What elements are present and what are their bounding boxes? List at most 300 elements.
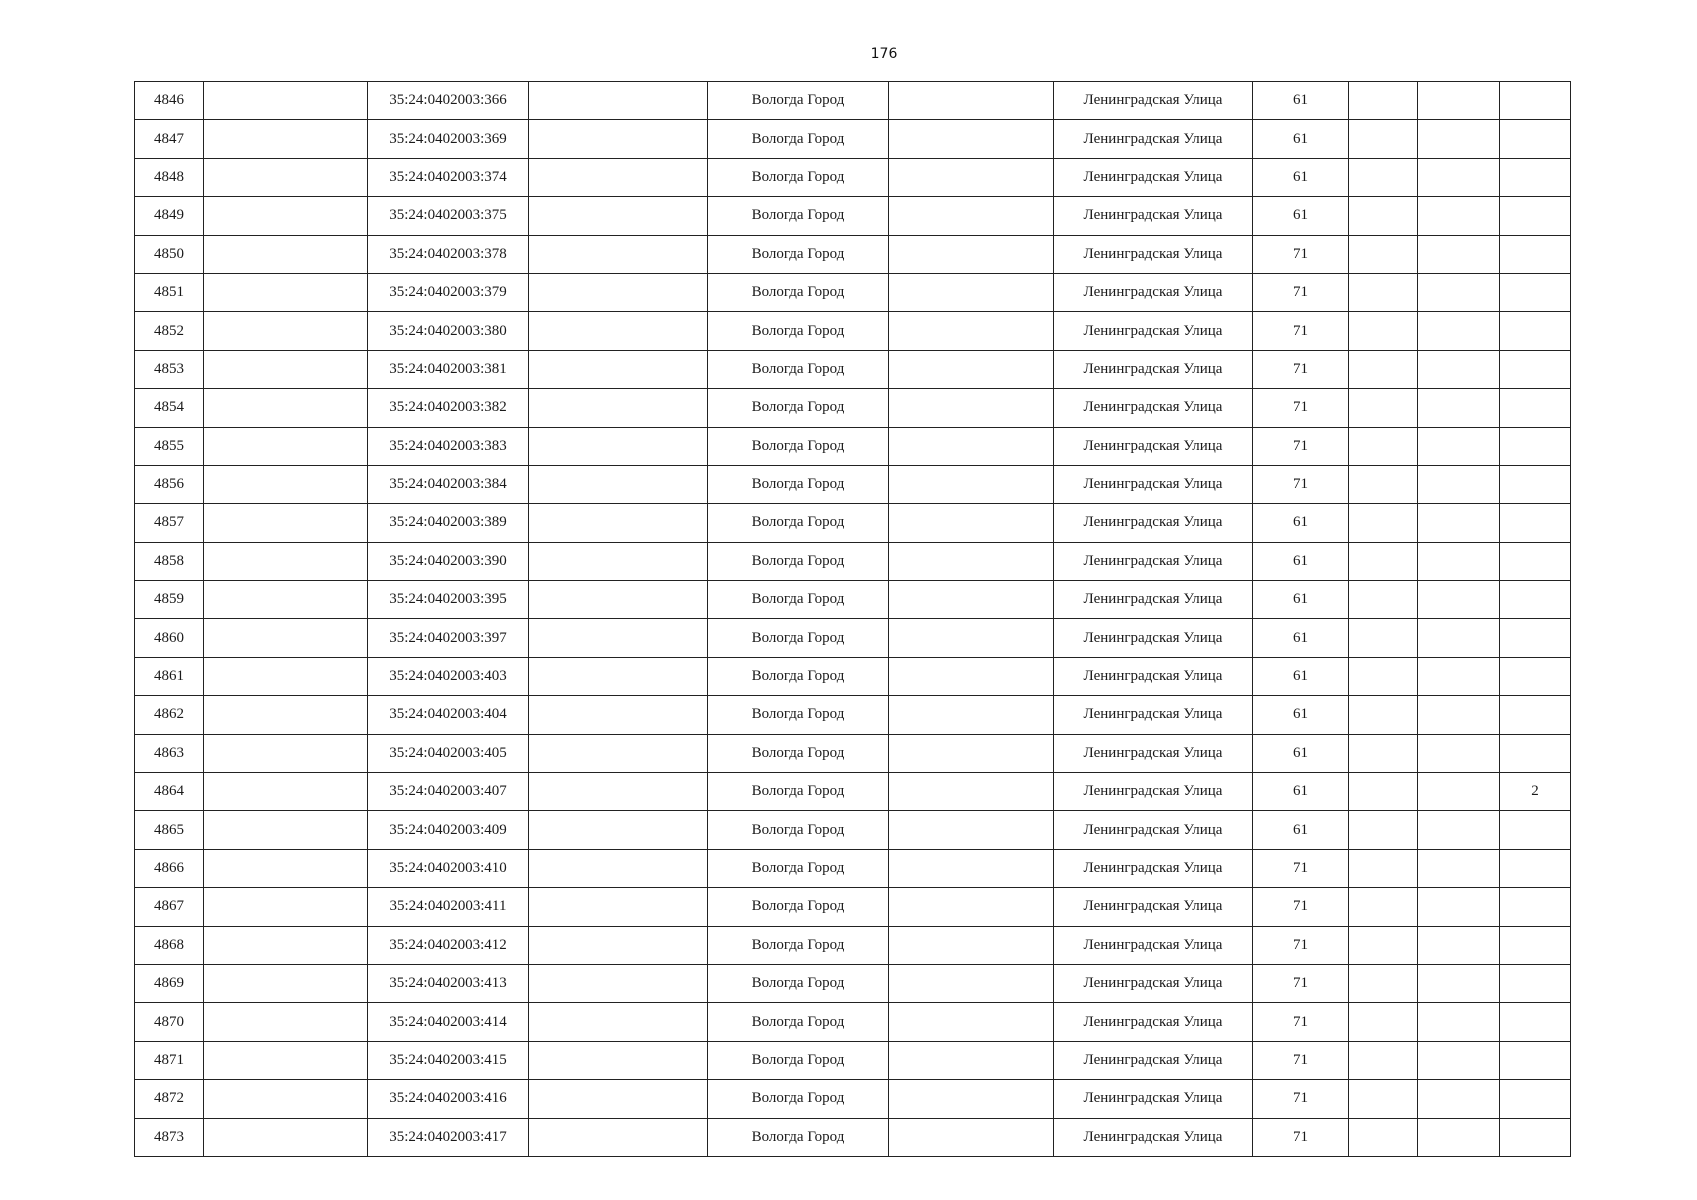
row-number-cell: 4850: [135, 235, 204, 273]
street-cell: Ленинградская Улица: [1054, 235, 1253, 273]
table-row: [135, 1041, 1571, 1079]
empty-cell-b: [204, 581, 368, 619]
extra-value-cell: [1500, 273, 1571, 311]
empty-cell-j: [1418, 1041, 1500, 1079]
street-cell: Ленинградская Улица: [1054, 504, 1253, 542]
cadastral-number-cell: 35:24:0402003:413: [368, 964, 529, 1002]
empty-cell-d: [529, 1041, 708, 1079]
cadastral-number-cell: 35:24:0402003:381: [368, 350, 529, 388]
city-cell: Вологда Город: [708, 1003, 889, 1041]
house-number-cell: 71: [1253, 1003, 1349, 1041]
row-number-cell: 4848: [135, 158, 204, 196]
extra-value-cell: [1500, 849, 1571, 887]
cadastral-number-cell: 35:24:0402003:416: [368, 1080, 529, 1118]
empty-cell-f: [889, 619, 1054, 657]
empty-cell-b: [204, 542, 368, 580]
empty-cell-i: [1349, 1080, 1418, 1118]
cadastral-number-cell: 35:24:0402003:380: [368, 312, 529, 350]
cadastral-number-cell: 35:24:0402003:374: [368, 158, 529, 196]
empty-cell-f: [889, 734, 1054, 772]
empty-cell-f: [889, 465, 1054, 503]
row-number-cell: 4865: [135, 811, 204, 849]
table-row: [135, 465, 1571, 503]
empty-cell-j: [1418, 273, 1500, 311]
row-number-cell: 4851: [135, 273, 204, 311]
empty-cell-d: [529, 197, 708, 235]
extra-value-cell: [1500, 158, 1571, 196]
extra-value-cell: [1500, 657, 1571, 695]
street-cell: Ленинградская Улица: [1054, 427, 1253, 465]
table-row: [135, 427, 1571, 465]
empty-cell-d: [529, 696, 708, 734]
row-number-cell: 4858: [135, 542, 204, 580]
house-number-cell: 71: [1253, 465, 1349, 503]
empty-cell-f: [889, 581, 1054, 619]
empty-cell-d: [529, 1080, 708, 1118]
table-row: [135, 849, 1571, 887]
empty-cell-f: [889, 773, 1054, 811]
row-number-cell: 4857: [135, 504, 204, 542]
row-number-cell: 4846: [135, 82, 204, 120]
empty-cell-i: [1349, 773, 1418, 811]
table-row: [135, 581, 1571, 619]
empty-cell-f: [889, 350, 1054, 388]
row-number-cell: 4856: [135, 465, 204, 503]
empty-cell-f: [889, 657, 1054, 695]
city-cell: Вологда Город: [708, 427, 889, 465]
cadastral-number-cell: 35:24:0402003:415: [368, 1041, 529, 1079]
city-cell: Вологда Город: [708, 82, 889, 120]
empty-cell-f: [889, 120, 1054, 158]
cadastral-number-cell: 35:24:0402003:390: [368, 542, 529, 580]
extra-value-cell: [1500, 888, 1571, 926]
empty-cell-d: [529, 964, 708, 1002]
house-number-cell: 71: [1253, 849, 1349, 887]
street-cell: Ленинградская Улица: [1054, 926, 1253, 964]
house-number-cell: 61: [1253, 158, 1349, 196]
row-number-cell: 4866: [135, 849, 204, 887]
street-cell: Ленинградская Улица: [1054, 1003, 1253, 1041]
empty-cell-f: [889, 273, 1054, 311]
table-row: [135, 1118, 1571, 1156]
empty-cell-b: [204, 696, 368, 734]
city-cell: Вологда Город: [708, 504, 889, 542]
extra-value-cell: [1500, 465, 1571, 503]
empty-cell-b: [204, 273, 368, 311]
cadastral-number-cell: 35:24:0402003:414: [368, 1003, 529, 1041]
empty-cell-f: [889, 888, 1054, 926]
table-body: [135, 82, 1571, 1157]
extra-value-cell: [1500, 1080, 1571, 1118]
street-cell: Ленинградская Улица: [1054, 696, 1253, 734]
house-number-cell: 71: [1253, 235, 1349, 273]
empty-cell-d: [529, 926, 708, 964]
extra-value-cell: [1500, 1118, 1571, 1156]
empty-cell-i: [1349, 888, 1418, 926]
empty-cell-f: [889, 964, 1054, 1002]
empty-cell-d: [529, 273, 708, 311]
empty-cell-j: [1418, 389, 1500, 427]
city-cell: Вологда Город: [708, 773, 889, 811]
house-number-cell: 61: [1253, 734, 1349, 772]
table-row: [135, 120, 1571, 158]
city-cell: Вологда Город: [708, 197, 889, 235]
empty-cell-b: [204, 1118, 368, 1156]
empty-cell-j: [1418, 542, 1500, 580]
empty-cell-b: [204, 888, 368, 926]
house-number-cell: 71: [1253, 389, 1349, 427]
house-number-cell: 71: [1253, 273, 1349, 311]
empty-cell-b: [204, 1041, 368, 1079]
empty-cell-f: [889, 1080, 1054, 1118]
empty-cell-d: [529, 504, 708, 542]
street-cell: Ленинградская Улица: [1054, 1080, 1253, 1118]
cadastral-number-cell: 35:24:0402003:366: [368, 82, 529, 120]
house-number-cell: 71: [1253, 312, 1349, 350]
registry-table: [134, 81, 1571, 1157]
empty-cell-i: [1349, 273, 1418, 311]
row-number-cell: 4863: [135, 734, 204, 772]
empty-cell-i: [1349, 465, 1418, 503]
empty-cell-b: [204, 657, 368, 695]
city-cell: Вологда Город: [708, 1080, 889, 1118]
house-number-cell: 71: [1253, 964, 1349, 1002]
empty-cell-j: [1418, 888, 1500, 926]
empty-cell-f: [889, 235, 1054, 273]
street-cell: Ленинградская Улица: [1054, 964, 1253, 1002]
table-row: [135, 657, 1571, 695]
empty-cell-d: [529, 350, 708, 388]
empty-cell-i: [1349, 312, 1418, 350]
empty-cell-j: [1418, 465, 1500, 503]
empty-cell-b: [204, 849, 368, 887]
street-cell: Ленинградская Улица: [1054, 273, 1253, 311]
table-row: [135, 619, 1571, 657]
empty-cell-d: [529, 542, 708, 580]
empty-cell-f: [889, 1041, 1054, 1079]
empty-cell-d: [529, 657, 708, 695]
cadastral-number-cell: 35:24:0402003:382: [368, 389, 529, 427]
page-number: 176: [870, 46, 898, 62]
extra-value-cell: [1500, 427, 1571, 465]
empty-cell-j: [1418, 504, 1500, 542]
cadastral-number-cell: 35:24:0402003:412: [368, 926, 529, 964]
cadastral-number-cell: 35:24:0402003:383: [368, 427, 529, 465]
cadastral-number-cell: 35:24:0402003:404: [368, 696, 529, 734]
empty-cell-j: [1418, 773, 1500, 811]
cadastral-number-cell: 35:24:0402003:389: [368, 504, 529, 542]
house-number-cell: 61: [1253, 82, 1349, 120]
table-row: [135, 197, 1571, 235]
empty-cell-i: [1349, 504, 1418, 542]
street-cell: Ленинградская Улица: [1054, 1118, 1253, 1156]
house-number-cell: 71: [1253, 1118, 1349, 1156]
house-number-cell: 61: [1253, 120, 1349, 158]
row-number-cell: 4870: [135, 1003, 204, 1041]
empty-cell-i: [1349, 696, 1418, 734]
extra-value-cell: [1500, 82, 1571, 120]
empty-cell-b: [204, 773, 368, 811]
street-cell: Ленинградская Улица: [1054, 542, 1253, 580]
street-cell: Ленинградская Улица: [1054, 158, 1253, 196]
empty-cell-d: [529, 581, 708, 619]
empty-cell-b: [204, 82, 368, 120]
empty-cell-d: [529, 158, 708, 196]
house-number-cell: 61: [1253, 581, 1349, 619]
empty-cell-d: [529, 427, 708, 465]
empty-cell-j: [1418, 964, 1500, 1002]
empty-cell-b: [204, 235, 368, 273]
table-row: [135, 312, 1571, 350]
empty-cell-j: [1418, 1003, 1500, 1041]
extra-value-cell: [1500, 504, 1571, 542]
empty-cell-f: [889, 427, 1054, 465]
empty-cell-d: [529, 235, 708, 273]
street-cell: Ленинградская Улица: [1054, 888, 1253, 926]
row-number-cell: 4872: [135, 1080, 204, 1118]
empty-cell-f: [889, 82, 1054, 120]
cadastral-number-cell: 35:24:0402003:397: [368, 619, 529, 657]
empty-cell-d: [529, 811, 708, 849]
extra-value-cell: [1500, 350, 1571, 388]
table-row: [135, 926, 1571, 964]
row-number-cell: 4859: [135, 581, 204, 619]
city-cell: Вологда Город: [708, 849, 889, 887]
table-row: [135, 542, 1571, 580]
empty-cell-i: [1349, 427, 1418, 465]
empty-cell-b: [204, 619, 368, 657]
empty-cell-d: [529, 849, 708, 887]
city-cell: Вологда Город: [708, 158, 889, 196]
cadastral-number-cell: 35:24:0402003:409: [368, 811, 529, 849]
table-row: [135, 696, 1571, 734]
empty-cell-b: [204, 389, 368, 427]
street-cell: Ленинградская Улица: [1054, 312, 1253, 350]
empty-cell-i: [1349, 734, 1418, 772]
street-cell: Ленинградская Улица: [1054, 773, 1253, 811]
city-cell: Вологда Город: [708, 619, 889, 657]
street-cell: Ленинградская Улица: [1054, 82, 1253, 120]
empty-cell-i: [1349, 350, 1418, 388]
empty-cell-b: [204, 158, 368, 196]
row-number-cell: 4871: [135, 1041, 204, 1079]
city-cell: Вологда Город: [708, 696, 889, 734]
street-cell: Ленинградская Улица: [1054, 657, 1253, 695]
table-row: [135, 734, 1571, 772]
empty-cell-d: [529, 734, 708, 772]
table-row: [135, 504, 1571, 542]
extra-value-cell: [1500, 235, 1571, 273]
table-row: [135, 1003, 1571, 1041]
row-number-cell: 4861: [135, 657, 204, 695]
cadastral-number-cell: 35:24:0402003:407: [368, 773, 529, 811]
empty-cell-i: [1349, 1003, 1418, 1041]
street-cell: Ленинградская Улица: [1054, 619, 1253, 657]
empty-cell-i: [1349, 542, 1418, 580]
empty-cell-b: [204, 312, 368, 350]
empty-cell-f: [889, 1003, 1054, 1041]
empty-cell-i: [1349, 197, 1418, 235]
cadastral-number-cell: 35:24:0402003:411: [368, 888, 529, 926]
empty-cell-d: [529, 82, 708, 120]
empty-cell-d: [529, 120, 708, 158]
house-number-cell: 61: [1253, 811, 1349, 849]
empty-cell-f: [889, 696, 1054, 734]
empty-cell-i: [1349, 389, 1418, 427]
table-row: [135, 389, 1571, 427]
row-number-cell: 4860: [135, 619, 204, 657]
table-row: [135, 811, 1571, 849]
empty-cell-i: [1349, 581, 1418, 619]
row-number-cell: 4847: [135, 120, 204, 158]
city-cell: Вологда Город: [708, 542, 889, 580]
empty-cell-j: [1418, 849, 1500, 887]
street-cell: Ленинградская Улица: [1054, 734, 1253, 772]
row-number-cell: 4849: [135, 197, 204, 235]
table-row: [135, 350, 1571, 388]
street-cell: Ленинградская Улица: [1054, 465, 1253, 503]
empty-cell-j: [1418, 235, 1500, 273]
cadastral-number-cell: 35:24:0402003:378: [368, 235, 529, 273]
extra-value-cell: [1500, 926, 1571, 964]
empty-cell-j: [1418, 926, 1500, 964]
empty-cell-b: [204, 734, 368, 772]
empty-cell-i: [1349, 849, 1418, 887]
empty-cell-f: [889, 811, 1054, 849]
city-cell: Вологда Город: [708, 120, 889, 158]
extra-value-cell: [1500, 811, 1571, 849]
cadastral-number-cell: 35:24:0402003:417: [368, 1118, 529, 1156]
empty-cell-f: [889, 158, 1054, 196]
cadastral-number-cell: 35:24:0402003:369: [368, 120, 529, 158]
empty-cell-f: [889, 926, 1054, 964]
empty-cell-b: [204, 1080, 368, 1118]
row-number-cell: 4868: [135, 926, 204, 964]
cadastral-number-cell: 35:24:0402003:403: [368, 657, 529, 695]
empty-cell-j: [1418, 427, 1500, 465]
house-number-cell: 61: [1253, 197, 1349, 235]
table-row: [135, 773, 1571, 811]
empty-cell-i: [1349, 235, 1418, 273]
empty-cell-d: [529, 465, 708, 503]
extra-value-cell: [1500, 581, 1571, 619]
city-cell: Вологда Город: [708, 312, 889, 350]
street-cell: Ленинградская Улица: [1054, 1041, 1253, 1079]
street-cell: Ленинградская Улица: [1054, 197, 1253, 235]
row-number-cell: 4873: [135, 1118, 204, 1156]
empty-cell-j: [1418, 619, 1500, 657]
city-cell: Вологда Город: [708, 389, 889, 427]
empty-cell-i: [1349, 1041, 1418, 1079]
extra-value-cell: [1500, 312, 1571, 350]
house-number-cell: 71: [1253, 1080, 1349, 1118]
extra-value-cell: [1500, 1041, 1571, 1079]
empty-cell-i: [1349, 619, 1418, 657]
empty-cell-j: [1418, 350, 1500, 388]
city-cell: Вологда Город: [708, 888, 889, 926]
table-row: [135, 1080, 1571, 1118]
empty-cell-i: [1349, 82, 1418, 120]
extra-value-cell: [1500, 120, 1571, 158]
extra-value-cell: [1500, 734, 1571, 772]
empty-cell-i: [1349, 811, 1418, 849]
cadastral-number-cell: 35:24:0402003:384: [368, 465, 529, 503]
row-number-cell: 4855: [135, 427, 204, 465]
street-cell: Ленинградская Улица: [1054, 350, 1253, 388]
cadastral-number-cell: 35:24:0402003:379: [368, 273, 529, 311]
house-number-cell: 71: [1253, 427, 1349, 465]
city-cell: Вологда Город: [708, 465, 889, 503]
empty-cell-d: [529, 389, 708, 427]
empty-cell-i: [1349, 926, 1418, 964]
table-row: [135, 158, 1571, 196]
city-cell: Вологда Город: [708, 964, 889, 1002]
row-number-cell: 4867: [135, 888, 204, 926]
empty-cell-b: [204, 504, 368, 542]
empty-cell-f: [889, 849, 1054, 887]
row-number-cell: 4854: [135, 389, 204, 427]
empty-cell-b: [204, 964, 368, 1002]
street-cell: Ленинградская Улица: [1054, 811, 1253, 849]
extra-value-cell: [1500, 389, 1571, 427]
extra-value-cell: [1500, 197, 1571, 235]
street-cell: Ленинградская Улица: [1054, 849, 1253, 887]
empty-cell-j: [1418, 82, 1500, 120]
empty-cell-b: [204, 1003, 368, 1041]
extra-value-cell: [1500, 1003, 1571, 1041]
empty-cell-j: [1418, 657, 1500, 695]
empty-cell-f: [889, 312, 1054, 350]
empty-cell-j: [1418, 811, 1500, 849]
extra-value-cell: [1500, 619, 1571, 657]
cadastral-number-cell: 35:24:0402003:395: [368, 581, 529, 619]
empty-cell-d: [529, 1003, 708, 1041]
empty-cell-b: [204, 811, 368, 849]
empty-cell-d: [529, 888, 708, 926]
empty-cell-b: [204, 197, 368, 235]
house-number-cell: 61: [1253, 542, 1349, 580]
empty-cell-j: [1418, 197, 1500, 235]
empty-cell-f: [889, 197, 1054, 235]
house-number-cell: 71: [1253, 1041, 1349, 1079]
city-cell: Вологда Город: [708, 926, 889, 964]
city-cell: Вологда Город: [708, 1041, 889, 1079]
empty-cell-j: [1418, 581, 1500, 619]
house-number-cell: 61: [1253, 773, 1349, 811]
house-number-cell: 61: [1253, 696, 1349, 734]
row-number-cell: 4852: [135, 312, 204, 350]
empty-cell-i: [1349, 1118, 1418, 1156]
empty-cell-b: [204, 926, 368, 964]
empty-cell-b: [204, 427, 368, 465]
empty-cell-b: [204, 465, 368, 503]
cadastral-number-cell: 35:24:0402003:410: [368, 849, 529, 887]
extra-value-cell: [1500, 542, 1571, 580]
empty-cell-j: [1418, 312, 1500, 350]
table-row: [135, 964, 1571, 1002]
row-number-cell: 4862: [135, 696, 204, 734]
empty-cell-f: [889, 389, 1054, 427]
street-cell: Ленинградская Улица: [1054, 120, 1253, 158]
street-cell: Ленинградская Улица: [1054, 581, 1253, 619]
city-cell: Вологда Город: [708, 657, 889, 695]
street-cell: Ленинградская Улица: [1054, 389, 1253, 427]
table-row: [135, 273, 1571, 311]
empty-cell-j: [1418, 158, 1500, 196]
extra-value-cell: [1500, 696, 1571, 734]
row-number-cell: 4853: [135, 350, 204, 388]
empty-cell-j: [1418, 120, 1500, 158]
